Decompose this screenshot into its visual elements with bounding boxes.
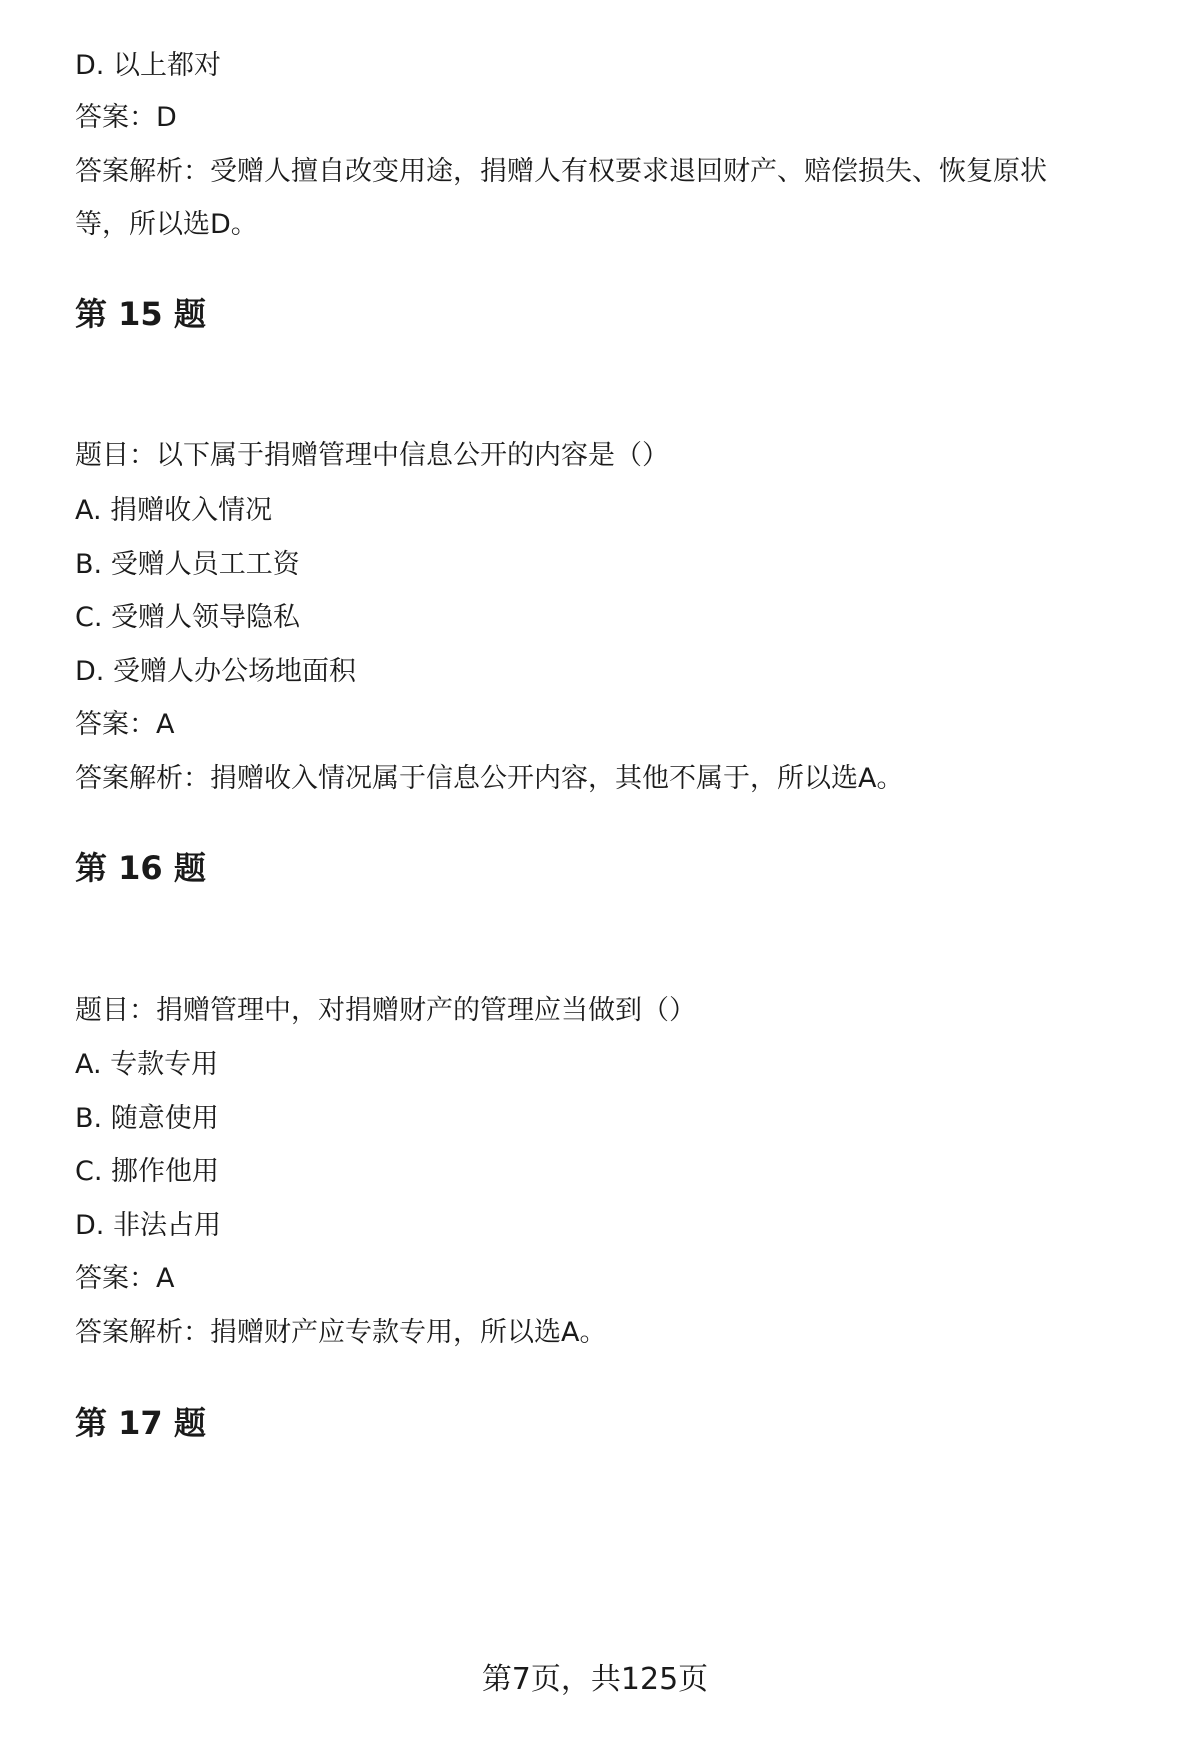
- q15-option-a: A. 捐赠收入情况: [75, 495, 273, 526]
- q16-question: 题目：捐赠管理中，对捐赠财产的管理应当做到（）: [75, 995, 696, 1026]
- q15-option-c: C. 受赠人领导隐私: [75, 602, 301, 633]
- q16-option-c: C. 挪作他用: [75, 1156, 220, 1187]
- q16-analysis: 答案解析：捐赠财产应专款专用，所以选A。: [75, 1317, 607, 1348]
- q16-heading: 第 16 题: [75, 849, 206, 887]
- q14-analysis-line1: 答案解析：受赠人擅自改变用途，捐赠人有权要求退回财产、赔偿损失、恢复原状: [75, 156, 1047, 187]
- q15-analysis: 答案解析：捐赠收入情况属于信息公开内容，其他不属于，所以选A。: [75, 763, 904, 794]
- q15-heading: 第 15 题: [75, 295, 206, 333]
- q14-option-d: D. 以上都对: [75, 50, 221, 81]
- q15-answer: 答案：A: [75, 709, 175, 740]
- q16-option-d: D. 非法占用: [75, 1210, 221, 1241]
- q15-option-d: D. 受赠人办公场地面积: [75, 656, 356, 687]
- q15-question: 题目：以下属于捐赠管理中信息公开的内容是（）: [75, 440, 669, 471]
- q17-heading: 第 17 题: [75, 1404, 206, 1442]
- q16-option-b: B. 随意使用: [75, 1103, 219, 1134]
- q15-option-b: B. 受赠人员工工资: [75, 549, 300, 580]
- q16-option-a: A. 专款专用: [75, 1049, 219, 1080]
- page-number: 第7页，共125页: [481, 1662, 709, 1697]
- q14-answer: 答案：D: [75, 102, 177, 133]
- q14-analysis-line2: 等，所以选D。: [75, 209, 258, 240]
- q16-answer: 答案：A: [75, 1263, 175, 1294]
